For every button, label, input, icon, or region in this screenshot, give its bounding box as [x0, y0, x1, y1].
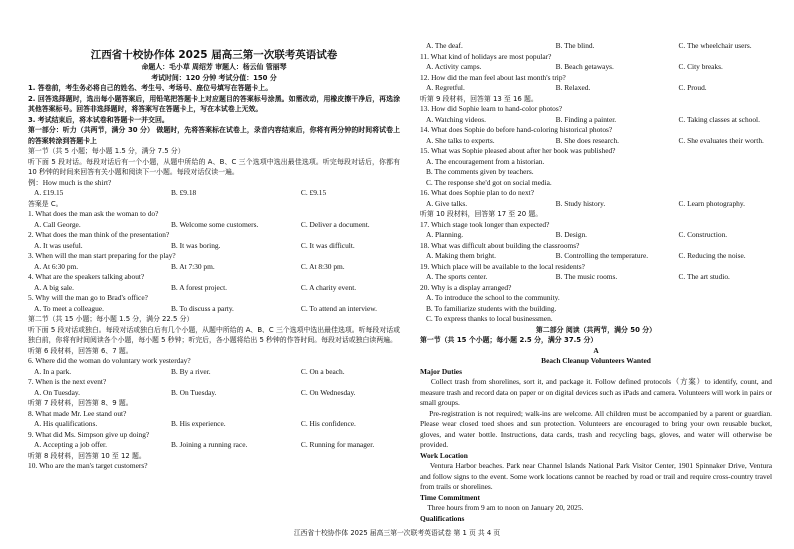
- answer-options: [28, 367, 400, 378]
- page-footer: 江西省十校协作体 2025 届高三第一次联考英语试卷 第 1 页 共 4 页: [293, 529, 501, 537]
- example-answer: 答案是 C。: [28, 199, 63, 208]
- question-text: 7. When is the next event?: [28, 377, 107, 386]
- question-text: 11. What kind of holidays are most popular?: [420, 51, 552, 61]
- answer-option: A. She talks to experts.: [426, 135, 495, 145]
- answer-option: B. She does research.: [555, 135, 619, 145]
- answer-option: C. City breaks.: [678, 62, 723, 71]
- answer-option: B. By a river.: [170, 366, 211, 376]
- answer-option: C. To express thanks to local businessmen.: [426, 314, 553, 323]
- answer-option: C. On Wednesday.: [300, 387, 356, 397]
- answer-option: A. In a park.: [34, 366, 72, 376]
- answer-option: A. Planning.: [426, 230, 464, 239]
- question-text: 19. Which place will be available to the local residents?: [420, 261, 585, 271]
- answer-options: [420, 83, 772, 94]
- material-instruction: 听第 6 段材料，回答第 6、7 题。: [28, 346, 133, 355]
- answer-option: C. Learn photography.: [678, 198, 745, 208]
- part1-heading: 第一部分：听力（共两节，满分 30 分） 做题时，先将答案标在试卷上，录音内容结束后，你将有两分钟的时间将试卷上的答案转涂到答题卡上: [28, 126, 400, 145]
- answer-option: B. A forest project.: [170, 282, 228, 292]
- answer-option: B. To familiarize students with the building.: [426, 303, 557, 313]
- section2-heading: 第二节（共 15 小题；每小题 1.5 分，满分 22.5 分）: [28, 315, 194, 323]
- answer-option: B. Design.: [555, 230, 587, 239]
- passage-paragraph: Ventura Harbor beaches. Park near Channel Islands National Park Visitor Center, 1901 Spinnaker Drive, Ventura and follow signs to the event. Some work locations cannot be reached by road or trail and require cross-country travel from trails or shorelines.: [420, 461, 772, 491]
- answer-option: A. Accepting a job offer.: [34, 440, 107, 449]
- answer-options: [28, 262, 400, 273]
- answer-option: C. The response she'd got on social media.: [426, 177, 552, 187]
- qualifications-heading: Qualifications: [420, 513, 465, 523]
- passage-title: Beach Cleanup Volunteers Wanted: [541, 356, 651, 365]
- example-question: 例：How much is the shirt?: [28, 177, 112, 187]
- answer-option: C. The art studio.: [678, 272, 730, 281]
- answer-option: C. Proud.: [678, 83, 707, 92]
- answer-option: B. On Tuesday.: [170, 387, 217, 397]
- question-text: 12. How did the man feel about last month's trip?: [420, 72, 566, 82]
- answer-option: C. His confidence.: [300, 419, 356, 428]
- answer-option: B. The comments given by teachers.: [426, 167, 534, 176]
- answer-option: A. Making them bright.: [426, 251, 496, 260]
- answer-option: B. Relaxed.: [555, 83, 591, 92]
- answer-options: [420, 62, 772, 73]
- part2-heading: 第二部分 阅读（共两节，满分 50 分）: [535, 325, 657, 334]
- answer-option: B. It was boring.: [170, 240, 221, 250]
- answer-option: B. The music rooms.: [555, 272, 618, 281]
- answer-option: B. The blind.: [555, 41, 595, 50]
- answer-option: A. To meet a colleague.: [34, 303, 104, 313]
- answer-option: A. Regretful.: [426, 83, 465, 92]
- answer-option: B. Controlling the temperature.: [555, 251, 649, 260]
- answer-option: C. Deliver a document.: [300, 219, 370, 229]
- exam-time-score: 考试时间：120 分钟 考试分值：150 分: [151, 73, 277, 82]
- answer-options: [28, 241, 400, 252]
- section2-intro: 听下面 5 段对话或独白。每段对话或独白后有几个小题，从题中所给的 A、B、C 三个选项中选出最佳选项。听每段对话或独白前，你将有时间阅读各个小题，每小题 5 秒钟；听完后，各小题将给出 5 秒钟的作答时间。每段对话或独白读两遍。: [28, 325, 400, 344]
- answer-option: C. At 8:30 pm.: [300, 261, 345, 271]
- answer-option: A. Watching videos.: [426, 114, 487, 124]
- answer-option: B. Finding a painter.: [555, 114, 617, 124]
- question-text: 13. How did Sophie learn to hand-color photos?: [420, 104, 563, 113]
- answer-options: [420, 115, 772, 126]
- answer-options: [28, 220, 400, 231]
- answer-option: C. The wheelchair users.: [678, 41, 752, 50]
- answer-options: [420, 41, 772, 52]
- answer-option: A. £19.15: [34, 188, 64, 197]
- section1-intro: 听下面 5 段对话。每段对话后有一个小题，从题中所给的 A、B、C 三个选项中选出最佳选项。听完每段对话后，你都有 10 秒钟的时间来回答有关小题和阅读下一小题。每段对话仅读一遍。: [28, 157, 400, 176]
- answer-option: A. Give talks.: [426, 198, 468, 208]
- question-text: 5. Why will the man go to Brad's office?: [28, 293, 148, 302]
- material-instruction: 听第 8 段材料，回答第 10 至 12 题。: [28, 451, 146, 460]
- answer-option: C. A charity event.: [300, 282, 357, 292]
- material-instruction: 听第 10 段材料，回答第 17 至 20 题。: [420, 210, 543, 218]
- question-text: 17. Which stage took longer than expected?: [420, 219, 550, 229]
- question-text: 10. Who are the man's target customers?: [28, 461, 148, 470]
- answer-options: [420, 272, 772, 283]
- answer-option: B. His experience.: [170, 419, 226, 428]
- part2-section1-heading: 第一节（共 15 个小题；每小题 2.5 分，满分 37.5 分）: [420, 336, 598, 344]
- answer-option: A. At 6:30 pm.: [34, 261, 79, 271]
- answer-options: [420, 136, 772, 147]
- answer-option: B. At 7:30 pm.: [170, 261, 215, 271]
- right-column: [420, 41, 772, 524]
- answer-options: [28, 188, 400, 199]
- question-text: 4. What are the speakers talking about?: [28, 272, 145, 281]
- question-text: 20. Why is a display arranged?: [420, 282, 512, 292]
- answer-option: C. It was difficult.: [300, 240, 355, 250]
- passage-letter: A: [593, 345, 599, 355]
- answer-option: A. Call George.: [34, 219, 81, 229]
- answer-option: A. His qualifications.: [34, 419, 98, 428]
- answer-option: B. £9.18: [170, 188, 197, 197]
- answer-option: C. To attend an interview.: [300, 303, 377, 313]
- answer-option: A. It was useful.: [34, 240, 83, 250]
- passage-paragraph: Pre-registration is not required; walk-ins are welcome. All children must be accompanied by a parent or guardian. Please wear closed toed shoes and sun protection. Volunteers are encouraged to bring your own reusable bucket, gloves, and water bottle. Instructions, data cards, trash and recycling bags, gloves, and water will otherwise be provided.: [420, 408, 772, 449]
- question-text: 9. What did Ms. Simpson give up doing?: [28, 429, 150, 439]
- time-commitment-heading: Time Commitment: [420, 492, 481, 502]
- question-text: 16. What does Sophie plan to do next?: [420, 188, 534, 197]
- question-text: 18. What was difficult about building the classrooms?: [420, 240, 580, 250]
- answer-option: A. The deaf.: [426, 41, 463, 50]
- left-column: [28, 48, 400, 472]
- answer-option: C. Running for manager.: [300, 440, 375, 449]
- answer-options: [28, 304, 400, 315]
- question-text: 3. When will the man start preparing for the play?: [28, 251, 176, 260]
- answer-options: [28, 388, 400, 399]
- exam-staff: 命题人：毛小草 周绍芳 审题人：杨云仙 管丽琴: [141, 63, 287, 71]
- answer-option: B. To discuss a party.: [170, 303, 234, 313]
- question-text: 14. What does Sophie do before hand-coloring historical photos?: [420, 125, 613, 134]
- answer-option: C. Construction.: [678, 230, 728, 239]
- question-text: 6. Where did the woman do voluntary work yesterday?: [28, 356, 191, 365]
- answer-options: [420, 230, 772, 241]
- instruction: 1. 答卷前，考生务必将自己的姓名、考生号、考场号、座位号填写在答题卡上。: [28, 84, 273, 92]
- answer-option: C. She evaluates their worth.: [678, 135, 764, 145]
- question-text: 2. What does the man think of the presentation?: [28, 230, 170, 239]
- answer-option: B. Welcome some customers.: [170, 219, 259, 229]
- major-duties-heading: Major Duties: [420, 366, 462, 376]
- question-text: 8. What made Mr. Lee stand out?: [28, 408, 127, 418]
- passage-paragraph: Collect trash from shorelines, sort it, and package it. Follow defined protocols（方案）to identify, count, and measure trash and record data on paper or on digital devices such as iPads and camera. Volunteers will work in pairs or small groups.: [420, 377, 772, 407]
- section1-heading: 第一节（共 5 小题；每小题 1.5 分，满分 7.5 分）: [28, 147, 185, 155]
- answer-option: A. Activity camps.: [426, 62, 482, 71]
- answer-option: A. To introduce the school to the community.: [426, 293, 560, 302]
- passage-paragraph: Three hours from 9 am to noon on January 20, 2025.: [420, 503, 584, 512]
- answer-options: [28, 440, 400, 451]
- exam-title: 江西省十校协作体 2025 届高三第一次联考英语试卷: [90, 49, 338, 61]
- answer-option: A. On Tuesday.: [34, 387, 80, 397]
- work-location-heading: Work Location: [420, 450, 468, 460]
- answer-option: C. £9.15: [300, 188, 327, 197]
- answer-option: C. Reducing the noise.: [678, 251, 746, 260]
- answer-option: A. A big sale.: [34, 282, 75, 292]
- answer-option: B. Study history.: [555, 198, 606, 208]
- material-instruction: 听第 7 段材料，回答第 8、9 题。: [28, 399, 133, 407]
- answer-option: A. The encouragement from a historian.: [426, 156, 545, 166]
- answer-options: [420, 199, 772, 210]
- answer-option: B. Joining a running race.: [170, 440, 248, 449]
- question-text: 1. What does the man ask the woman to do?: [28, 209, 159, 218]
- material-instruction: 听第 9 段材料，回答第 13 至 16 题。: [420, 94, 538, 103]
- answer-option: C. Taking classes at school.: [678, 114, 760, 124]
- answer-option: A. The sports center.: [426, 272, 488, 281]
- instruction: 3. 考试结束后，将本试卷和答题卡一并交回。: [28, 115, 169, 124]
- question-text: 15. What was Sophie pleased about after her book was published?: [420, 146, 616, 155]
- instruction: 2. 回答选择题时，选出每小题答案后，用铅笔把答题卡上对应题目的答案标号涂黑。如需改动，用橡皮擦干净后，再选涂其他答案标号。回答非选择题时，将答案写在答题卡上，写在本试卷上无效。: [28, 94, 400, 113]
- answer-option: C. On a beach.: [300, 366, 345, 376]
- answer-options: [28, 283, 400, 294]
- answer-options: [28, 419, 400, 430]
- answer-option: B. Beach getaways.: [555, 62, 614, 71]
- answer-options: [420, 251, 772, 262]
